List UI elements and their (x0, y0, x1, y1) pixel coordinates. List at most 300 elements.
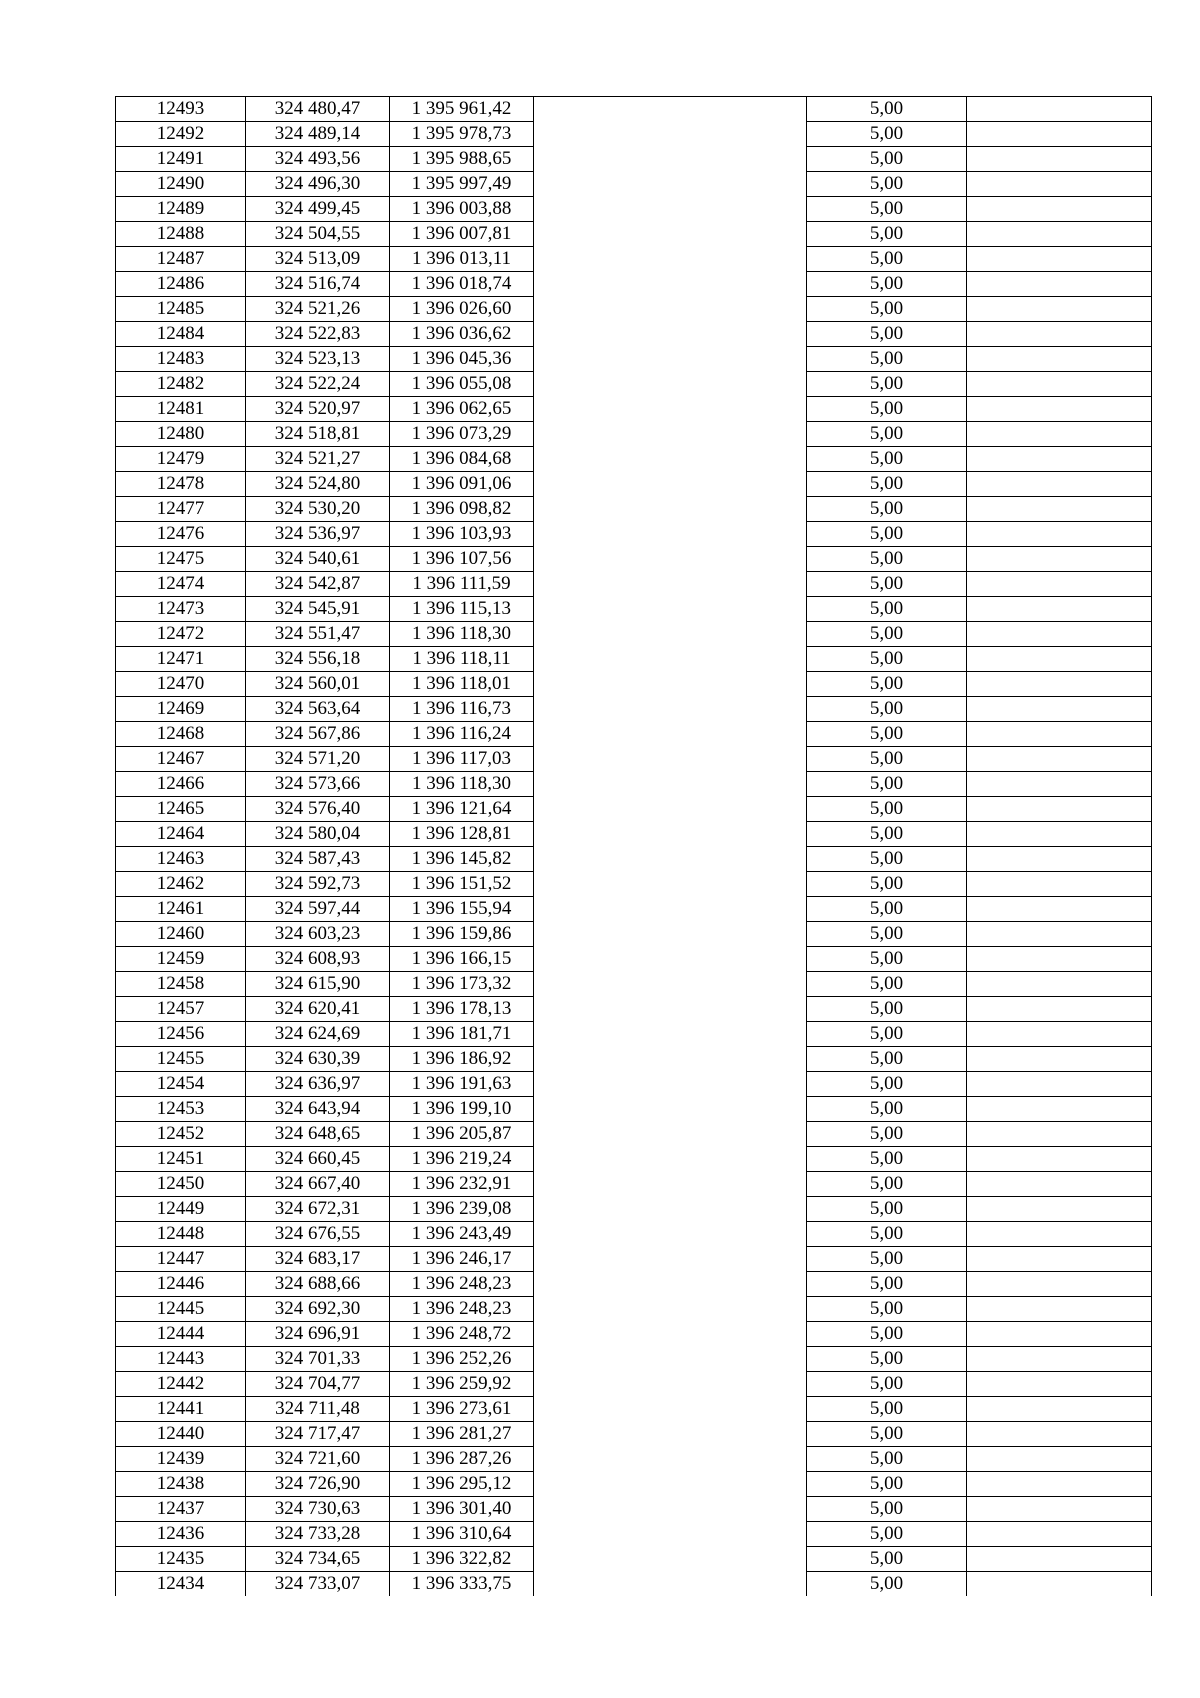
empty-cell (534, 1072, 807, 1097)
point-number-cell: 12447 (116, 1247, 246, 1272)
empty-cell (534, 172, 807, 197)
empty-cell (967, 272, 1152, 297)
x-coordinate-cell: 324 545,91 (246, 597, 390, 622)
value-cell: 5,00 (807, 822, 967, 847)
empty-cell (967, 547, 1152, 572)
empty-cell (534, 222, 807, 247)
table-row (116, 972, 1152, 997)
empty-cell (534, 897, 807, 922)
empty-cell (534, 1047, 807, 1072)
table-row (116, 422, 1152, 447)
empty-cell (967, 1522, 1152, 1547)
point-number-cell: 12453 (116, 1097, 246, 1122)
empty-cell (534, 1247, 807, 1272)
x-coordinate-cell: 324 523,13 (246, 347, 390, 372)
y-coordinate-cell: 1 396 116,24 (390, 722, 534, 747)
x-coordinate-cell: 324 711,48 (246, 1397, 390, 1422)
empty-cell (967, 847, 1152, 872)
x-coordinate-cell: 324 530,20 (246, 497, 390, 522)
table-row (116, 222, 1152, 247)
point-number-cell: 12484 (116, 322, 246, 347)
value-cell: 5,00 (807, 1472, 967, 1497)
x-coordinate-cell: 324 521,27 (246, 447, 390, 472)
empty-cell (967, 1147, 1152, 1172)
empty-cell (967, 1447, 1152, 1472)
x-coordinate-cell: 324 592,73 (246, 872, 390, 897)
point-number-cell: 12454 (116, 1072, 246, 1097)
empty-cell (534, 1347, 807, 1372)
table-row (116, 1497, 1152, 1522)
x-coordinate-cell: 324 571,20 (246, 747, 390, 772)
value-cell: 5,00 (807, 997, 967, 1022)
empty-cell (967, 297, 1152, 322)
value-cell: 5,00 (807, 297, 967, 322)
empty-cell (967, 347, 1152, 372)
empty-cell (534, 1122, 807, 1147)
value-cell: 5,00 (807, 672, 967, 697)
table-row (116, 1397, 1152, 1422)
empty-cell (534, 1472, 807, 1497)
value-cell: 5,00 (807, 1547, 967, 1572)
empty-cell (967, 1547, 1152, 1572)
value-cell: 5,00 (807, 497, 967, 522)
table-row (116, 597, 1152, 622)
empty-cell (534, 1172, 807, 1197)
point-number-cell: 12436 (116, 1522, 246, 1547)
empty-cell (534, 997, 807, 1022)
value-cell: 5,00 (807, 972, 967, 997)
empty-cell (534, 772, 807, 797)
x-coordinate-cell: 324 676,55 (246, 1222, 390, 1247)
empty-cell (534, 1422, 807, 1447)
table-row (116, 97, 1152, 122)
y-coordinate-cell: 1 396 117,03 (390, 747, 534, 772)
table-row (116, 347, 1152, 372)
x-coordinate-cell: 324 688,66 (246, 1272, 390, 1297)
table-row (116, 297, 1152, 322)
x-coordinate-cell: 324 489,14 (246, 122, 390, 147)
value-cell: 5,00 (807, 1047, 967, 1072)
x-coordinate-cell: 324 480,47 (246, 97, 390, 122)
y-coordinate-cell: 1 396 103,93 (390, 522, 534, 547)
value-cell: 5,00 (807, 1347, 967, 1372)
empty-cell (534, 1372, 807, 1397)
empty-cell (967, 197, 1152, 222)
empty-cell (534, 1447, 807, 1472)
x-coordinate-cell: 324 733,07 (246, 1572, 390, 1597)
point-number-cell: 12479 (116, 447, 246, 472)
y-coordinate-cell: 1 395 988,65 (390, 147, 534, 172)
empty-cell (534, 1147, 807, 1172)
empty-cell (534, 497, 807, 522)
value-cell: 5,00 (807, 572, 967, 597)
table-row (116, 1272, 1152, 1297)
empty-cell (967, 1397, 1152, 1422)
empty-cell (967, 972, 1152, 997)
value-cell: 5,00 (807, 1522, 967, 1547)
x-coordinate-cell: 324 551,47 (246, 622, 390, 647)
empty-cell (534, 847, 807, 872)
empty-cell (967, 522, 1152, 547)
y-coordinate-cell: 1 396 007,81 (390, 222, 534, 247)
value-cell: 5,00 (807, 872, 967, 897)
y-coordinate-cell: 1 396 301,40 (390, 1497, 534, 1522)
point-number-cell: 12440 (116, 1422, 246, 1447)
table-row (116, 447, 1152, 472)
empty-cell (967, 697, 1152, 722)
point-number-cell: 12458 (116, 972, 246, 997)
point-number-cell: 12434 (116, 1572, 246, 1597)
empty-cell (967, 122, 1152, 147)
point-number-cell: 12493 (116, 97, 246, 122)
y-coordinate-cell: 1 396 246,17 (390, 1247, 534, 1272)
y-coordinate-cell: 1 396 121,64 (390, 797, 534, 822)
table-row (116, 897, 1152, 922)
value-cell: 5,00 (807, 1272, 967, 1297)
empty-cell (534, 297, 807, 322)
table-row (116, 1172, 1152, 1197)
point-number-cell: 12472 (116, 622, 246, 647)
empty-cell (967, 622, 1152, 647)
table-row (116, 1297, 1152, 1322)
value-cell: 5,00 (807, 597, 967, 622)
x-coordinate-cell: 324 567,86 (246, 722, 390, 747)
y-coordinate-cell: 1 396 239,08 (390, 1197, 534, 1222)
empty-cell (967, 1497, 1152, 1522)
table-row (116, 822, 1152, 847)
table-row (116, 372, 1152, 397)
value-cell: 5,00 (807, 1022, 967, 1047)
table-row (116, 1222, 1152, 1247)
value-cell: 5,00 (807, 222, 967, 247)
empty-cell (967, 997, 1152, 1022)
value-cell: 5,00 (807, 97, 967, 122)
y-coordinate-cell: 1 396 166,15 (390, 947, 534, 972)
table-row (116, 1447, 1152, 1472)
empty-cell (967, 97, 1152, 122)
table-row (116, 122, 1152, 147)
table-row (116, 1247, 1152, 1272)
x-coordinate-cell: 324 660,45 (246, 1147, 390, 1172)
y-coordinate-cell: 1 396 118,01 (390, 672, 534, 697)
value-cell: 5,00 (807, 172, 967, 197)
table-row (116, 847, 1152, 872)
point-number-cell: 12466 (116, 772, 246, 797)
empty-cell (967, 1322, 1152, 1347)
table-row (116, 697, 1152, 722)
empty-cell (967, 1372, 1152, 1397)
y-coordinate-cell: 1 396 026,60 (390, 297, 534, 322)
empty-cell (534, 922, 807, 947)
point-number-cell: 12490 (116, 172, 246, 197)
y-coordinate-cell: 1 396 098,82 (390, 497, 534, 522)
coordinates-table (115, 96, 1152, 1596)
x-coordinate-cell: 324 524,80 (246, 472, 390, 497)
empty-cell (967, 1022, 1152, 1047)
x-coordinate-cell: 324 683,17 (246, 1247, 390, 1272)
y-coordinate-cell: 1 396 205,87 (390, 1122, 534, 1147)
x-coordinate-cell: 324 734,65 (246, 1547, 390, 1572)
x-coordinate-cell: 324 520,97 (246, 397, 390, 422)
table-row (116, 1322, 1152, 1347)
empty-cell (967, 222, 1152, 247)
y-coordinate-cell: 1 396 181,71 (390, 1022, 534, 1047)
empty-cell (534, 247, 807, 272)
empty-cell (967, 1047, 1152, 1072)
x-coordinate-cell: 324 733,28 (246, 1522, 390, 1547)
empty-cell (534, 972, 807, 997)
point-number-cell: 12483 (116, 347, 246, 372)
empty-cell (534, 822, 807, 847)
x-coordinate-cell: 324 704,77 (246, 1372, 390, 1397)
y-coordinate-cell: 1 395 997,49 (390, 172, 534, 197)
value-cell: 5,00 (807, 1297, 967, 1322)
value-cell: 5,00 (807, 747, 967, 772)
value-cell: 5,00 (807, 647, 967, 672)
empty-cell (967, 422, 1152, 447)
x-coordinate-cell: 324 522,24 (246, 372, 390, 397)
empty-cell (967, 1572, 1152, 1597)
empty-cell (967, 922, 1152, 947)
point-number-cell: 12464 (116, 822, 246, 847)
empty-cell (967, 497, 1152, 522)
empty-cell (534, 1547, 807, 1572)
point-number-cell: 12442 (116, 1372, 246, 1397)
x-coordinate-cell: 324 542,87 (246, 572, 390, 597)
empty-cell (967, 147, 1152, 172)
empty-cell (534, 947, 807, 972)
point-number-cell: 12446 (116, 1272, 246, 1297)
y-coordinate-cell: 1 396 252,26 (390, 1347, 534, 1372)
y-coordinate-cell: 1 396 287,26 (390, 1447, 534, 1472)
point-number-cell: 12481 (116, 397, 246, 422)
table-row (116, 1347, 1152, 1372)
empty-cell (967, 322, 1152, 347)
empty-cell (534, 697, 807, 722)
value-cell: 5,00 (807, 947, 967, 972)
empty-cell (534, 397, 807, 422)
y-coordinate-cell: 1 395 978,73 (390, 122, 534, 147)
table-row (116, 1422, 1152, 1447)
empty-cell (967, 472, 1152, 497)
x-coordinate-cell: 324 620,41 (246, 997, 390, 1022)
table-row (116, 1047, 1152, 1072)
value-cell: 5,00 (807, 147, 967, 172)
x-coordinate-cell: 324 587,43 (246, 847, 390, 872)
x-coordinate-cell: 324 726,90 (246, 1472, 390, 1497)
y-coordinate-cell: 1 396 273,61 (390, 1397, 534, 1422)
value-cell: 5,00 (807, 897, 967, 922)
empty-cell (967, 397, 1152, 422)
value-cell: 5,00 (807, 722, 967, 747)
value-cell: 5,00 (807, 372, 967, 397)
value-cell: 5,00 (807, 397, 967, 422)
empty-cell (534, 147, 807, 172)
table-row (116, 1522, 1152, 1547)
x-coordinate-cell: 324 721,60 (246, 1447, 390, 1472)
empty-cell (967, 722, 1152, 747)
point-number-cell: 12438 (116, 1472, 246, 1497)
point-number-cell: 12471 (116, 647, 246, 672)
empty-cell (534, 1197, 807, 1222)
point-number-cell: 12450 (116, 1172, 246, 1197)
value-cell: 5,00 (807, 447, 967, 472)
value-cell: 5,00 (807, 1497, 967, 1522)
empty-cell (967, 822, 1152, 847)
empty-cell (967, 1297, 1152, 1322)
point-number-cell: 12478 (116, 472, 246, 497)
point-number-cell: 12489 (116, 197, 246, 222)
empty-cell (534, 122, 807, 147)
table-row (116, 747, 1152, 772)
table-row (116, 397, 1152, 422)
table-row (116, 722, 1152, 747)
y-coordinate-cell: 1 396 295,12 (390, 1472, 534, 1497)
x-coordinate-cell: 324 672,31 (246, 1197, 390, 1222)
x-coordinate-cell: 324 692,30 (246, 1297, 390, 1322)
y-coordinate-cell: 1 396 118,30 (390, 622, 534, 647)
value-cell: 5,00 (807, 1072, 967, 1097)
empty-cell (534, 422, 807, 447)
y-coordinate-cell: 1 396 159,86 (390, 922, 534, 947)
value-cell: 5,00 (807, 622, 967, 647)
table-body (116, 97, 1152, 1597)
y-coordinate-cell: 1 396 128,81 (390, 822, 534, 847)
point-number-cell: 12445 (116, 1297, 246, 1322)
empty-cell (534, 272, 807, 297)
point-number-cell: 12443 (116, 1347, 246, 1372)
y-coordinate-cell: 1 396 091,06 (390, 472, 534, 497)
empty-cell (534, 322, 807, 347)
x-coordinate-cell: 324 717,47 (246, 1422, 390, 1447)
table-row (116, 322, 1152, 347)
table-row (116, 147, 1152, 172)
empty-cell (534, 722, 807, 747)
x-coordinate-cell: 324 603,23 (246, 922, 390, 947)
y-coordinate-cell: 1 396 151,52 (390, 872, 534, 897)
y-coordinate-cell: 1 396 084,68 (390, 447, 534, 472)
y-coordinate-cell: 1 396 248,23 (390, 1272, 534, 1297)
empty-cell (967, 897, 1152, 922)
x-coordinate-cell: 324 560,01 (246, 672, 390, 697)
x-coordinate-cell: 324 597,44 (246, 897, 390, 922)
table-row (116, 997, 1152, 1022)
empty-cell (967, 1072, 1152, 1097)
table-row (116, 797, 1152, 822)
y-coordinate-cell: 1 396 199,10 (390, 1097, 534, 1122)
empty-cell (534, 572, 807, 597)
table-row (116, 1022, 1152, 1047)
y-coordinate-cell: 1 396 111,59 (390, 572, 534, 597)
x-coordinate-cell: 324 648,65 (246, 1122, 390, 1147)
empty-cell (967, 797, 1152, 822)
x-coordinate-cell: 324 615,90 (246, 972, 390, 997)
point-number-cell: 12476 (116, 522, 246, 547)
point-number-cell: 12474 (116, 572, 246, 597)
table-row (116, 472, 1152, 497)
empty-cell (534, 1272, 807, 1297)
y-coordinate-cell: 1 396 145,82 (390, 847, 534, 872)
x-coordinate-cell: 324 499,45 (246, 197, 390, 222)
empty-cell (967, 1422, 1152, 1447)
y-coordinate-cell: 1 396 155,94 (390, 897, 534, 922)
y-coordinate-cell: 1 396 107,56 (390, 547, 534, 572)
x-coordinate-cell: 324 573,66 (246, 772, 390, 797)
empty-cell (534, 1322, 807, 1347)
empty-cell (967, 1222, 1152, 1247)
point-number-cell: 12463 (116, 847, 246, 872)
empty-cell (967, 1472, 1152, 1497)
point-number-cell: 12468 (116, 722, 246, 747)
x-coordinate-cell: 324 563,64 (246, 697, 390, 722)
value-cell: 5,00 (807, 772, 967, 797)
x-coordinate-cell: 324 516,74 (246, 272, 390, 297)
table-row (116, 247, 1152, 272)
empty-cell (534, 672, 807, 697)
empty-cell (534, 1497, 807, 1522)
empty-cell (967, 872, 1152, 897)
value-cell: 5,00 (807, 1122, 967, 1147)
empty-cell (534, 447, 807, 472)
value-cell: 5,00 (807, 522, 967, 547)
y-coordinate-cell: 1 396 281,27 (390, 1422, 534, 1447)
y-coordinate-cell: 1 396 322,82 (390, 1547, 534, 1572)
y-coordinate-cell: 1 396 186,92 (390, 1047, 534, 1072)
value-cell: 5,00 (807, 322, 967, 347)
x-coordinate-cell: 324 630,39 (246, 1047, 390, 1072)
empty-cell (534, 97, 807, 122)
value-cell: 5,00 (807, 422, 967, 447)
point-number-cell: 12439 (116, 1447, 246, 1472)
point-number-cell: 12480 (116, 422, 246, 447)
point-number-cell: 12455 (116, 1047, 246, 1072)
point-number-cell: 12477 (116, 497, 246, 522)
empty-cell (967, 247, 1152, 272)
value-cell: 5,00 (807, 1397, 967, 1422)
x-coordinate-cell: 324 730,63 (246, 1497, 390, 1522)
point-number-cell: 12467 (116, 747, 246, 772)
table-row (116, 1547, 1152, 1572)
value-cell: 5,00 (807, 697, 967, 722)
y-coordinate-cell: 1 396 191,63 (390, 1072, 534, 1097)
table-row (116, 647, 1152, 672)
y-coordinate-cell: 1 396 259,92 (390, 1372, 534, 1397)
point-number-cell: 12456 (116, 1022, 246, 1047)
empty-cell (534, 1522, 807, 1547)
point-number-cell: 12444 (116, 1322, 246, 1347)
x-coordinate-cell: 324 513,09 (246, 247, 390, 272)
value-cell: 5,00 (807, 347, 967, 372)
x-coordinate-cell: 324 667,40 (246, 1172, 390, 1197)
value-cell: 5,00 (807, 1247, 967, 1272)
point-number-cell: 12451 (116, 1147, 246, 1172)
y-coordinate-cell: 1 396 333,75 (390, 1572, 534, 1597)
x-coordinate-cell: 324 576,40 (246, 797, 390, 822)
y-coordinate-cell: 1 396 178,13 (390, 997, 534, 1022)
table-row (116, 622, 1152, 647)
y-coordinate-cell: 1 396 036,62 (390, 322, 534, 347)
empty-cell (967, 572, 1152, 597)
x-coordinate-cell: 324 536,97 (246, 522, 390, 547)
empty-cell (967, 447, 1152, 472)
point-number-cell: 12460 (116, 922, 246, 947)
empty-cell (534, 1397, 807, 1422)
y-coordinate-cell: 1 396 118,11 (390, 647, 534, 672)
y-coordinate-cell: 1 396 118,30 (390, 772, 534, 797)
empty-cell (967, 1272, 1152, 1297)
x-coordinate-cell: 324 518,81 (246, 422, 390, 447)
x-coordinate-cell: 324 540,61 (246, 547, 390, 572)
